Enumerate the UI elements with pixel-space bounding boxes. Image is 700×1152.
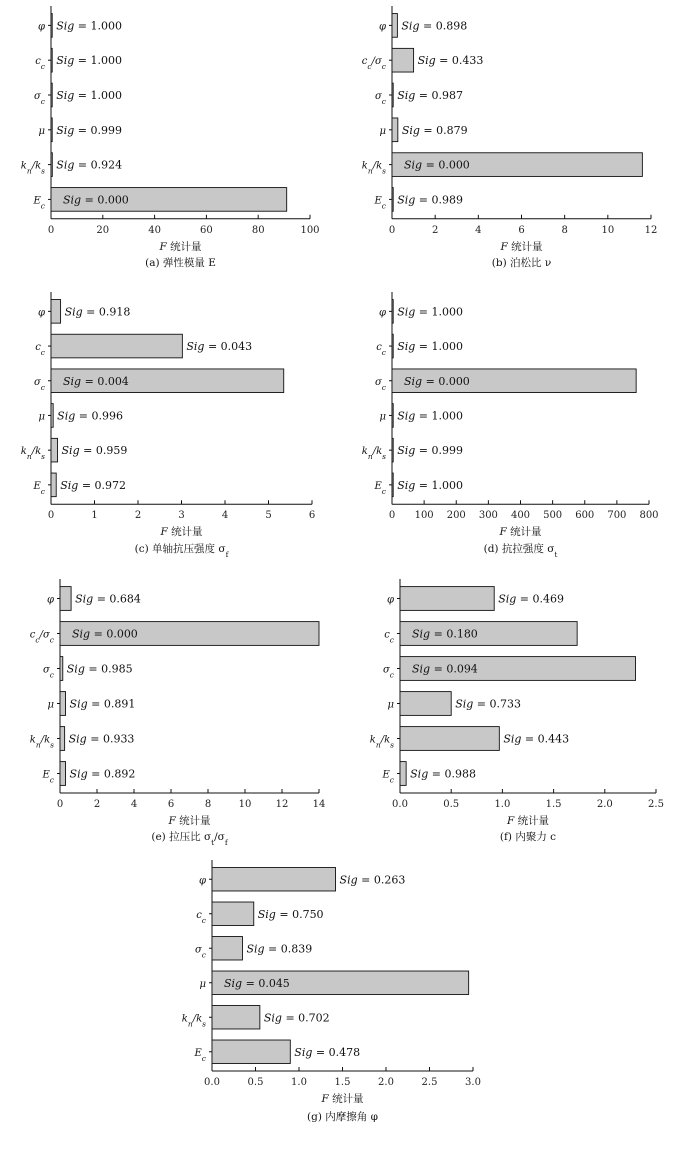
x-tick-label: 80 [251, 224, 265, 236]
x-tick-label: 2.5 [648, 799, 664, 810]
category-label: $E_c$ [194, 1047, 206, 1063]
sig-label: Sig = 0.469 [498, 592, 565, 606]
chart-panel-a [21, 6, 320, 269]
panel-caption: (e) 拉压比 $\sigma_t/\sigma_f$ [151, 831, 228, 847]
sig-label: Sig = 1.000 [397, 478, 464, 492]
bar [212, 1006, 260, 1029]
bar [400, 692, 451, 716]
x-tick-label: 0.5 [443, 799, 460, 810]
x-tick-label: 1.0 [494, 799, 511, 810]
x-tick-label: 6 [167, 799, 175, 810]
bar [212, 902, 254, 925]
x-tick-label: 8 [204, 799, 212, 810]
x-tick-label: 300 [478, 510, 498, 522]
bar [212, 868, 336, 891]
sig-label: Sig = 1.000 [56, 19, 123, 33]
sig-label: Sig = 0.004 [63, 374, 129, 388]
sig-label: Sig = 0.891 [69, 697, 136, 711]
x-tick-label: 1.5 [545, 799, 562, 810]
category-label: φ [386, 594, 394, 606]
sig-label: Sig = 0.750 [257, 907, 324, 921]
category-label: $c_c$ [35, 56, 45, 71]
bar [400, 762, 406, 786]
x-tick-label: 400 [510, 510, 531, 522]
bar [392, 83, 393, 107]
x-tick-label: 3 [178, 510, 185, 522]
bar [51, 404, 53, 428]
bar [60, 762, 66, 786]
x-tick-label: 800 [639, 510, 659, 522]
x-axis-title: F 统计量 [168, 815, 211, 827]
sig-label: Sig = 0.892 [69, 767, 136, 781]
x-tick-label: 10 [601, 224, 615, 236]
chart-panel-g [182, 860, 481, 1123]
bar [392, 438, 393, 462]
sig-label: Sig = 0.989 [397, 193, 464, 207]
x-tick-label: 10 [238, 799, 252, 810]
bar [51, 153, 52, 177]
bar [51, 83, 52, 107]
sig-label: Sig = 0.702 [263, 1011, 330, 1025]
category-label: $E_c$ [33, 480, 45, 496]
sig-label: Sig = 0.933 [68, 732, 135, 746]
x-axis-title: F 统计量 [321, 1093, 364, 1105]
sig-label: Sig = 0.999 [397, 444, 464, 458]
x-axis-title: F 统计量 [506, 815, 550, 827]
sig-label: Sig = 0.180 [412, 627, 478, 641]
sig-label: Sig = 0.000 [72, 627, 138, 641]
x-tick-label: 20 [96, 224, 110, 236]
category-label: $c_c$ [196, 909, 206, 925]
bar [51, 334, 182, 358]
chart-panel-b [362, 6, 658, 269]
x-tick-label: 0.0 [392, 799, 408, 810]
x-tick-label: 4 [130, 799, 138, 810]
category-label: $E_c$ [42, 769, 54, 784]
x-tick-label: 60 [200, 224, 213, 236]
sig-label: Sig = 0.839 [246, 942, 313, 956]
category-label: $\sigma_c$ [194, 944, 206, 959]
x-tick-label: 0 [47, 224, 55, 236]
x-tick-label: 0 [47, 510, 55, 522]
category-label: $c_c/\sigma_c$ [29, 629, 54, 644]
x-tick-label: 14 [312, 799, 326, 810]
bar [392, 473, 393, 497]
sig-label: Sig = 0.684 [75, 592, 141, 606]
category-label: $k_n/k_s$ [20, 160, 45, 176]
category-label: μ [199, 978, 206, 990]
x-tick-label: 5 [265, 510, 272, 522]
sig-label: Sig = 0.987 [397, 89, 464, 102]
sig-label: Sig = 0.959 [61, 444, 128, 458]
category-label: $E_c$ [33, 195, 45, 210]
x-axis-title: F 统计量 [160, 526, 203, 539]
sig-label: Sig = 1.000 [397, 340, 464, 354]
sig-label: Sig = 0.879 [401, 123, 468, 137]
sig-label: Sig = 0.000 [404, 374, 470, 388]
category-label: $\sigma_c$ [374, 91, 386, 106]
category-label: φ [378, 307, 386, 319]
sig-label: Sig = 0.045 [224, 976, 290, 990]
x-axis-title: F 统计量 [159, 240, 202, 253]
x-tick-label: 2.5 [421, 1077, 438, 1088]
bar [400, 587, 494, 611]
sig-label: Sig = 0.898 [401, 19, 468, 33]
category-label: $c_c/\sigma_c$ [361, 56, 386, 71]
x-tick-label: 700 [607, 510, 627, 522]
chart-panel-f [370, 579, 664, 843]
x-axis-title: F 统计量 [499, 526, 542, 539]
chart-panel-e [30, 579, 326, 847]
x-tick-label: 0 [388, 224, 396, 236]
panel-caption: (b) 泊松比 ν [491, 257, 552, 269]
x-tick-label: 500 [543, 510, 563, 522]
sig-label: Sig = 0.263 [339, 873, 406, 887]
bar [60, 587, 71, 611]
bar [392, 300, 393, 324]
category-label: μ [379, 411, 386, 423]
x-tick-label: 100 [414, 510, 434, 522]
bar [51, 14, 52, 38]
panel-caption: (g) 内摩擦角 φ [307, 1111, 378, 1123]
sig-label: Sig = 0.733 [455, 697, 522, 711]
bar [51, 300, 61, 324]
panel-caption: (f) 内聚力 c [499, 831, 557, 843]
category-label: $c_c$ [35, 342, 45, 357]
panel-caption: (d) 抗拉强度 $\sigma_t$ [483, 543, 558, 559]
x-tick-label: 1 [91, 510, 98, 522]
x-tick-label: 12 [644, 224, 658, 236]
x-tick-label: 6 [518, 224, 525, 236]
sig-label: Sig = 1.000 [56, 54, 123, 68]
sig-label: Sig = 0.985 [66, 662, 133, 676]
sig-label: Sig = 0.996 [57, 409, 123, 423]
category-label: $k_n/k_s$ [361, 446, 386, 461]
category-label: $k_n/k_s$ [181, 1013, 206, 1028]
bar [51, 473, 56, 497]
bar [400, 727, 499, 751]
category-label: $\sigma_c$ [382, 664, 394, 679]
x-tick-label: 12 [275, 799, 289, 810]
x-tick-label: 0 [388, 510, 396, 522]
category-label: $k_n/k_s$ [29, 734, 54, 749]
x-tick-label: 0.5 [247, 1077, 264, 1088]
category-label: μ [379, 125, 386, 137]
sig-label: Sig = 0.924 [56, 158, 123, 172]
x-tick-label: 0.0 [204, 1077, 220, 1088]
chart-panel-c [21, 292, 315, 559]
category-label: $c_c$ [376, 342, 386, 357]
x-tick-label: 200 [446, 510, 466, 522]
x-tick-label: 1.0 [291, 1077, 307, 1088]
x-tick-label: 3.0 [465, 1077, 481, 1088]
x-tick-label: 2 [93, 799, 101, 810]
category-label: $c_c$ [384, 629, 394, 644]
category-label: φ [46, 594, 54, 606]
bar [60, 692, 66, 716]
x-tick-label: 100 [300, 224, 320, 236]
bar [60, 657, 63, 681]
category-label: μ [387, 699, 394, 711]
sig-label: Sig = 0.972 [60, 478, 127, 492]
bar [212, 937, 242, 960]
bar [60, 727, 65, 751]
category-label: $\sigma_c$ [33, 91, 45, 106]
bar [51, 118, 52, 142]
sig-label: Sig = 1.000 [397, 409, 464, 423]
sig-label: Sig = 0.043 [186, 340, 253, 354]
category-label: μ [38, 125, 45, 137]
category-label: $\sigma_c$ [374, 376, 386, 392]
sig-label: Sig = 1.000 [56, 89, 123, 102]
sig-label: Sig = 0.000 [404, 158, 470, 172]
sig-label: Sig = 0.988 [410, 767, 476, 781]
category-label: μ [47, 699, 54, 711]
category-label: $k_n/k_s$ [361, 160, 386, 176]
category-label: φ [378, 21, 386, 33]
x-tick-label: 1.5 [334, 1077, 351, 1088]
x-tick-label: 600 [575, 510, 595, 522]
bar [392, 48, 414, 72]
bar [392, 188, 393, 212]
category-label: φ [198, 875, 206, 887]
x-tick-label: 2.0 [596, 799, 613, 810]
category-label: $E_c$ [374, 480, 386, 496]
sig-label: Sig = 0.000 [63, 193, 129, 207]
chart-panel-d [362, 292, 659, 559]
x-tick-label: 2 [134, 510, 142, 522]
panel-caption: (a) 弹性模量 E [145, 257, 216, 269]
x-tick-label: 4 [475, 224, 482, 236]
x-tick-label: 2 [431, 224, 439, 236]
bar [392, 118, 398, 142]
category-label: $k_n/k_s$ [369, 734, 394, 749]
category-label: $E_c$ [382, 769, 394, 784]
bar [51, 48, 52, 72]
sig-label: Sig = 0.478 [294, 1045, 361, 1059]
sig-label: Sig = 0.094 [412, 662, 478, 676]
category-label: φ [37, 307, 45, 319]
panel-caption: (c) 单轴抗压强度 $\sigma_f$ [134, 543, 229, 559]
x-tick-label: 8 [561, 224, 568, 236]
category-label: $\sigma_c$ [33, 376, 45, 392]
x-tick-label: 40 [148, 224, 161, 236]
category-label: $E_c$ [374, 195, 386, 210]
x-tick-label: 2.0 [378, 1077, 394, 1088]
x-tick-label: 0 [56, 799, 64, 810]
sig-label: Sig = 0.918 [64, 305, 131, 319]
x-tick-label: 4 [221, 510, 229, 522]
category-label: $\sigma_c$ [42, 664, 54, 679]
x-tick-label: 6 [308, 510, 316, 522]
bar [392, 334, 393, 358]
sig-label: Sig = 0.999 [56, 123, 123, 137]
sig-label: Sig = 0.443 [503, 732, 570, 746]
bar [51, 438, 58, 462]
category-label: φ [37, 21, 45, 33]
sig-label: Sig = 0.433 [417, 54, 484, 68]
bar [212, 1040, 290, 1063]
x-axis-title: F 统计量 [500, 240, 543, 253]
category-label: $k_n/k_s$ [20, 446, 45, 461]
bar [392, 14, 397, 38]
sig-label: Sig = 1.000 [397, 305, 464, 319]
bar [392, 404, 393, 428]
category-label: μ [38, 411, 45, 423]
